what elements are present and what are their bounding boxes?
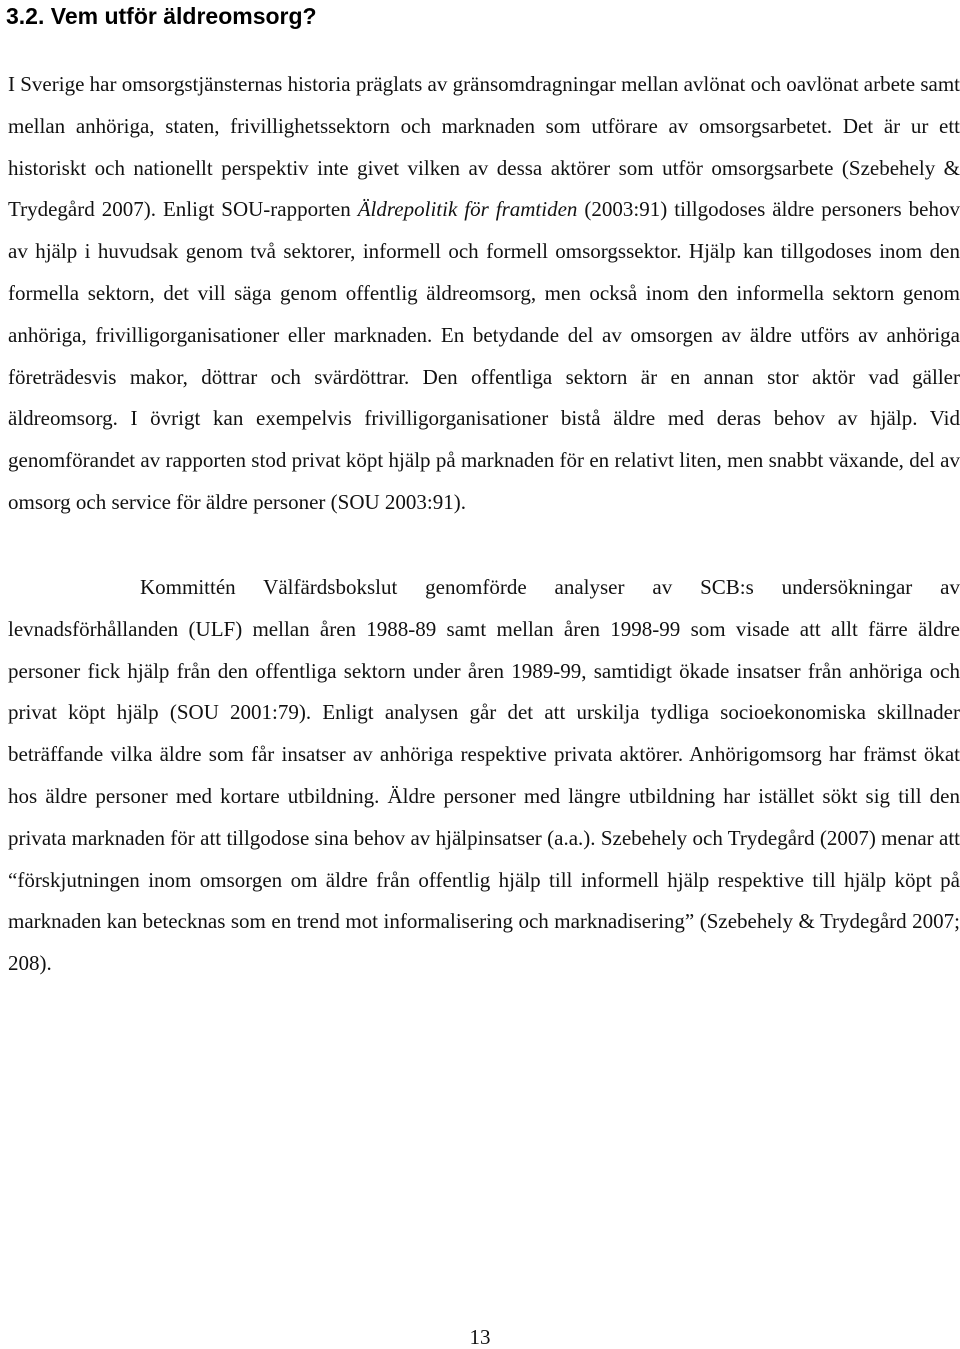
paragraph-2: Kommittén Välfärdsbokslut genomförde analyser av SCB:s undersökningar av levnadsförhållanden (ULF) mellan åren 1988-89 samt mellan åren 1998-99 som visade att allt färre äldre personer fick hjälp från den offentliga sektorn under åren 1989-99, samtidigt ökade insatser från anhöriga och privat köpt hjälp (SOU 2001:79). Enligt analysen går det att urskilja tydliga socioekonomiska skillnader beträffande vilka äldre som får insatser av anhöriga respektive privata aktörer. Anhörigomsorg har främst ökat hos äldre personer med kortare utbildning. Äldre personer med längre utbildning har istället sökt sig till den privata marknaden för att tillgodose sina behov av hjälpinsatser (a.a.). Szebehely och Trydegård (2007) menar att “förskjutningen inom omsorgen om äldre från offentlig hjälp till informell hjälp respektive till hjälp köpt på marknaden kan betecknas som en trend mot informalisering och marknadisering” (Szebehely & Trydegård 2007; 208). [8, 575, 960, 976]
paragraph-1-text-start: I Sverige har omsorgstjänsternas historia präglats av gränsomdragningar mellan avlönat och oavlönat arbete samt mellan anhöriga, staten, frivillighetssektorn och marknaden som utförare av omsorgsarbetet. Det är ur ett historiskt och nationellt perspektiv inte givet vilken av dessa aktörer som utför omsorgsarbete (Szebehely & Trydegård 2007). Enligt SOU-rapporten [8, 72, 960, 222]
page-number: 13 [469, 1325, 491, 1349]
section-heading: 3.2. Vem utför äldreomsorg? [6, 3, 317, 29]
report-title: Äldrepolitik för framtiden [357, 197, 578, 222]
paragraph-1-text-end: (2003:91) tillgodoses äldre personers behov av hjälp i huvudsak genom två sektorer, informell och formell omsorgssektor. Hjälp kan tillgodoses inom den formella sektorn, det vill säga genom offentlig äldreomsorg, men också inom den informella sektorn genom anhöriga, frivilligorganisationer eller marknaden. En betydande del av omsorgen av äldre utförs av anhöriga företrädesvis makor, döttrar och svärdöttrar. Den offentliga sektorn är en annan stor aktör vad gäller äldreomsorg. I övrigt kan exempelvis frivilligorganisationer bistå äldre med deras behov av hjälp. Vid genomförandet av rapporten stod privat köpt hjälp på marknaden för en relativt liten, men snabbt växande, del av omsorg och service för äldre personer (SOU 2003:91). [8, 197, 960, 514]
paragraph-1 [8, 64, 960, 524]
